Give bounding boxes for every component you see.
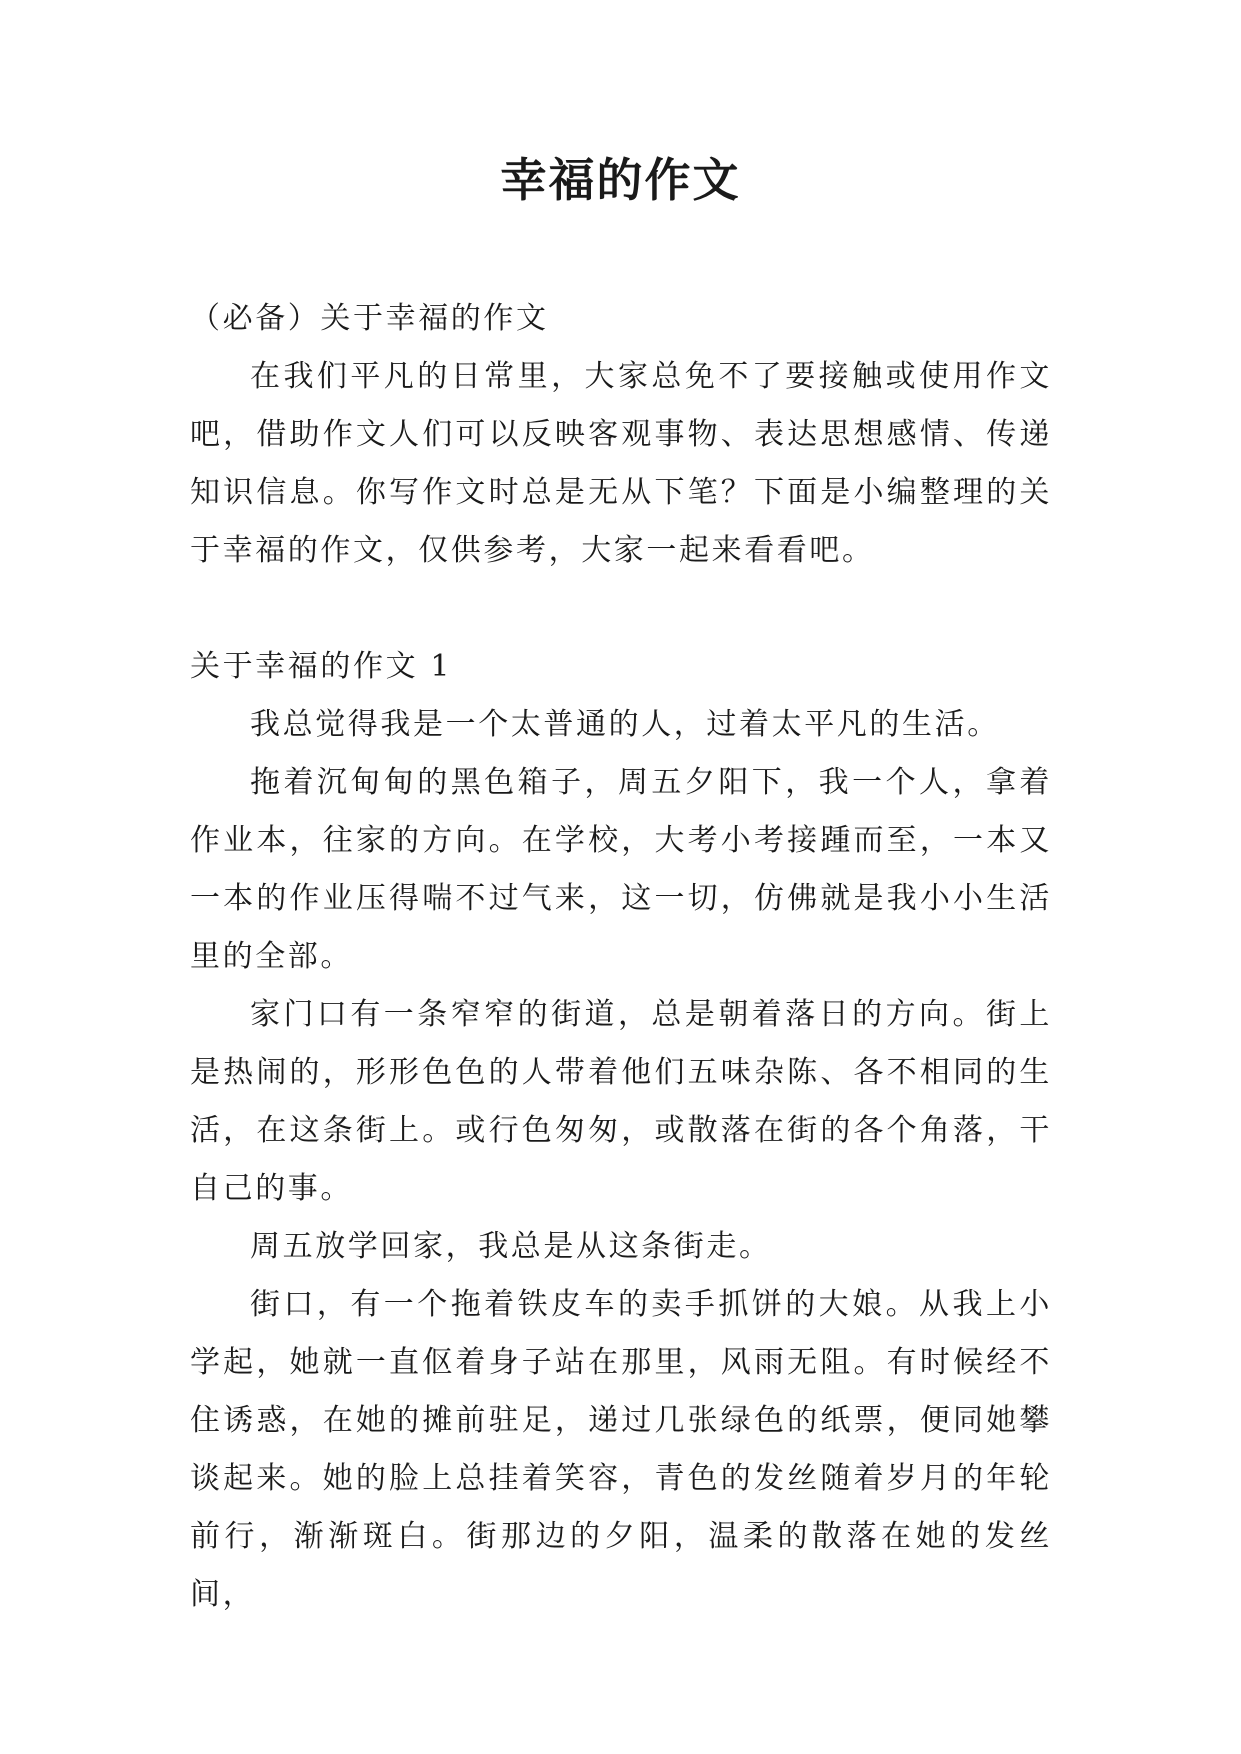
paragraph-gap <box>190 580 1052 638</box>
section-heading: 关于幸福的作文 1 <box>190 649 453 684</box>
subtitle: （必备）关于幸福的作文 <box>190 301 549 336</box>
body-paragraph: 周五放学回家，我总是从这条街走。 <box>250 1229 772 1264</box>
document-body <box>190 290 1052 1624</box>
body-paragraph: 家门口有一条窄窄的街道，总是朝着落日的方向。街上是热闹的，形形色色的人带着他们五味杂陈、各不相同的生活，在这条街上。或行色匆匆，或散落在街的各个角落，干自己的事。 <box>190 997 1052 1206</box>
body-paragraph: 街口，有一个拖着铁皮车的卖手抓饼的大娘。从我上小学起，她就一直伛着身子站在那里，风雨无阻。有时候经不住诱惑，在她的摊前驻足，递过几张绿色的纸票，便同她攀谈起来。她的脸上总挂着笑容，青色的发丝随着岁月的年轮前行，渐渐斑白。街那边的夕阳，温柔的散落在她的发丝间， <box>190 1287 1052 1612</box>
intro-paragraph: 在我们平凡的日常里，大家总免不了要接触或使用作文吧，借助作文人们可以反映客观事物、表达思想感情、传递知识信息。你写作文时总是无从下笔？下面是小编整理的关于幸福的作文，仅供参考，大家一起来看看吧。 <box>190 359 1052 568</box>
body-paragraph: 我总觉得我是一个太普通的人，过着太平凡的生活。 <box>250 707 1000 742</box>
body-paragraph: 拖着沉甸甸的黑色箱子，周五夕阳下，我一个人，拿着作业本，往家的方向。在学校，大考小考接踵而至，一本又一本的作业压得喘不过气来，这一切，仿佛就是我小小生活里的全部。 <box>190 765 1052 974</box>
document-title: 幸福的作文 <box>500 153 741 207</box>
